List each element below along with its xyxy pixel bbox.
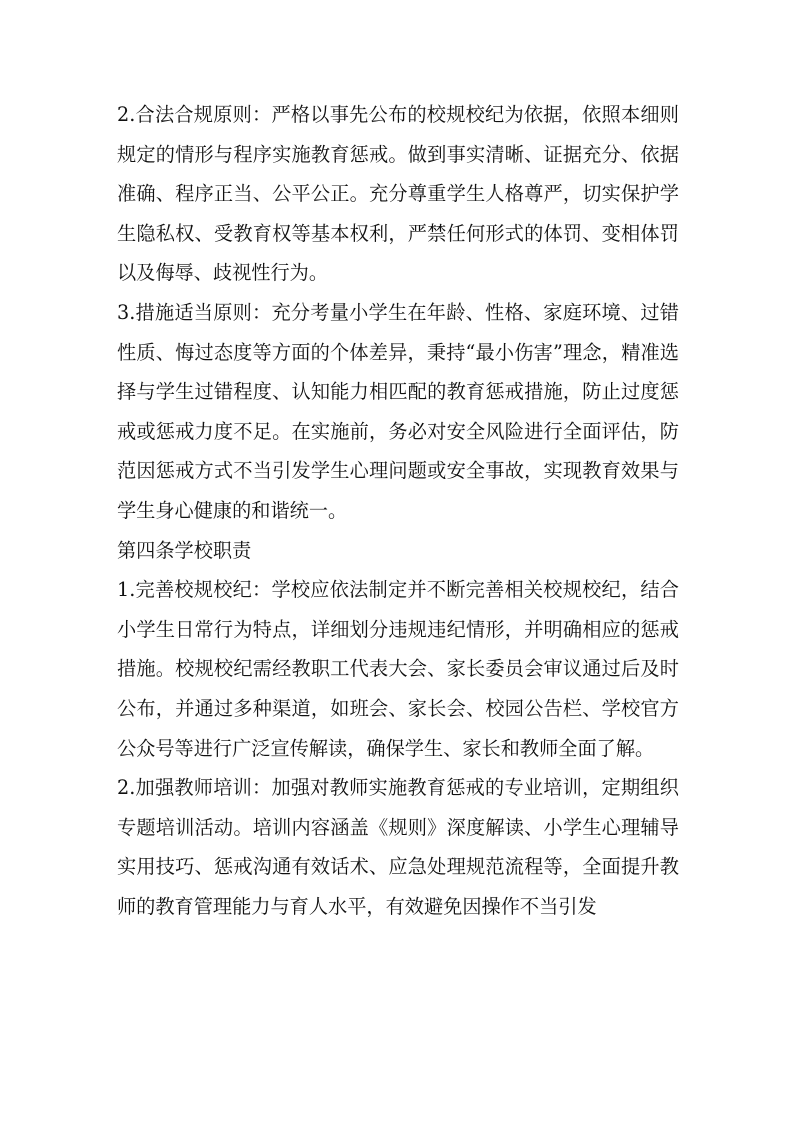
paragraph-teacher-training: 2.加强教师培训：加强对教师实施教育惩戒的专业培训，定期组织专题培训活动。培训内容涵盖《规则》深度解读、小学生心理辅导实用技巧、惩戒沟通有效话术、应急处理规范流程等，全面提升教师的教育管理能力与育人水平，有效避免因操作不当引发 xyxy=(117,776,679,918)
paragraph-appropriate-measures-principle: 3.措施适当原则：充分考量小学生在年龄、性格、家庭环境、过错性质、悔过态度等方面的个体差异，秉持“最小伤害”理念，精准选择与学生过错程度、认知能力相匹配的教育惩戒措施，防止过度惩戒或惩戒力度不足。在实施前，务必对安全风险进行全面评估，防范因惩戒方式不当引发学生心理问题或安全事故，实现教育效果与学生身心健康的和谐统一。 xyxy=(117,300,679,522)
paragraph-improve-school-rules: 1.完善校规校纪：学校应依法制定并不断完善相关校规校纪，结合小学生日常行为特点，详细划分违规违纪情形，并明确相应的惩戒措施。校规校纪需经教职工代表大会、家长委员会审议通过后及时公布，并通过多种渠道，如班会、家长会、校园公告栏、学校官方公众号等进行广泛宣传解读，确保学生、家长和教师全面了解。 xyxy=(117,578,679,760)
paragraph-legal-compliance-principle: 2.合法合规原则：严格以事先公布的校规校纪为依据，依照本细则规定的情形与程序实施教育惩戒。做到事实清晰、证据充分、依据准确、程序正当、公平公正。充分尊重学生人格尊严，切实保护学生隐私权、受教育权等基本权利，严禁任何形式的体罚、变相体罚以及侮辱、歧视性行为。 xyxy=(117,103,679,285)
document-page xyxy=(117,95,679,926)
section-heading-school-duties: 第四条学校职责 xyxy=(117,538,252,562)
